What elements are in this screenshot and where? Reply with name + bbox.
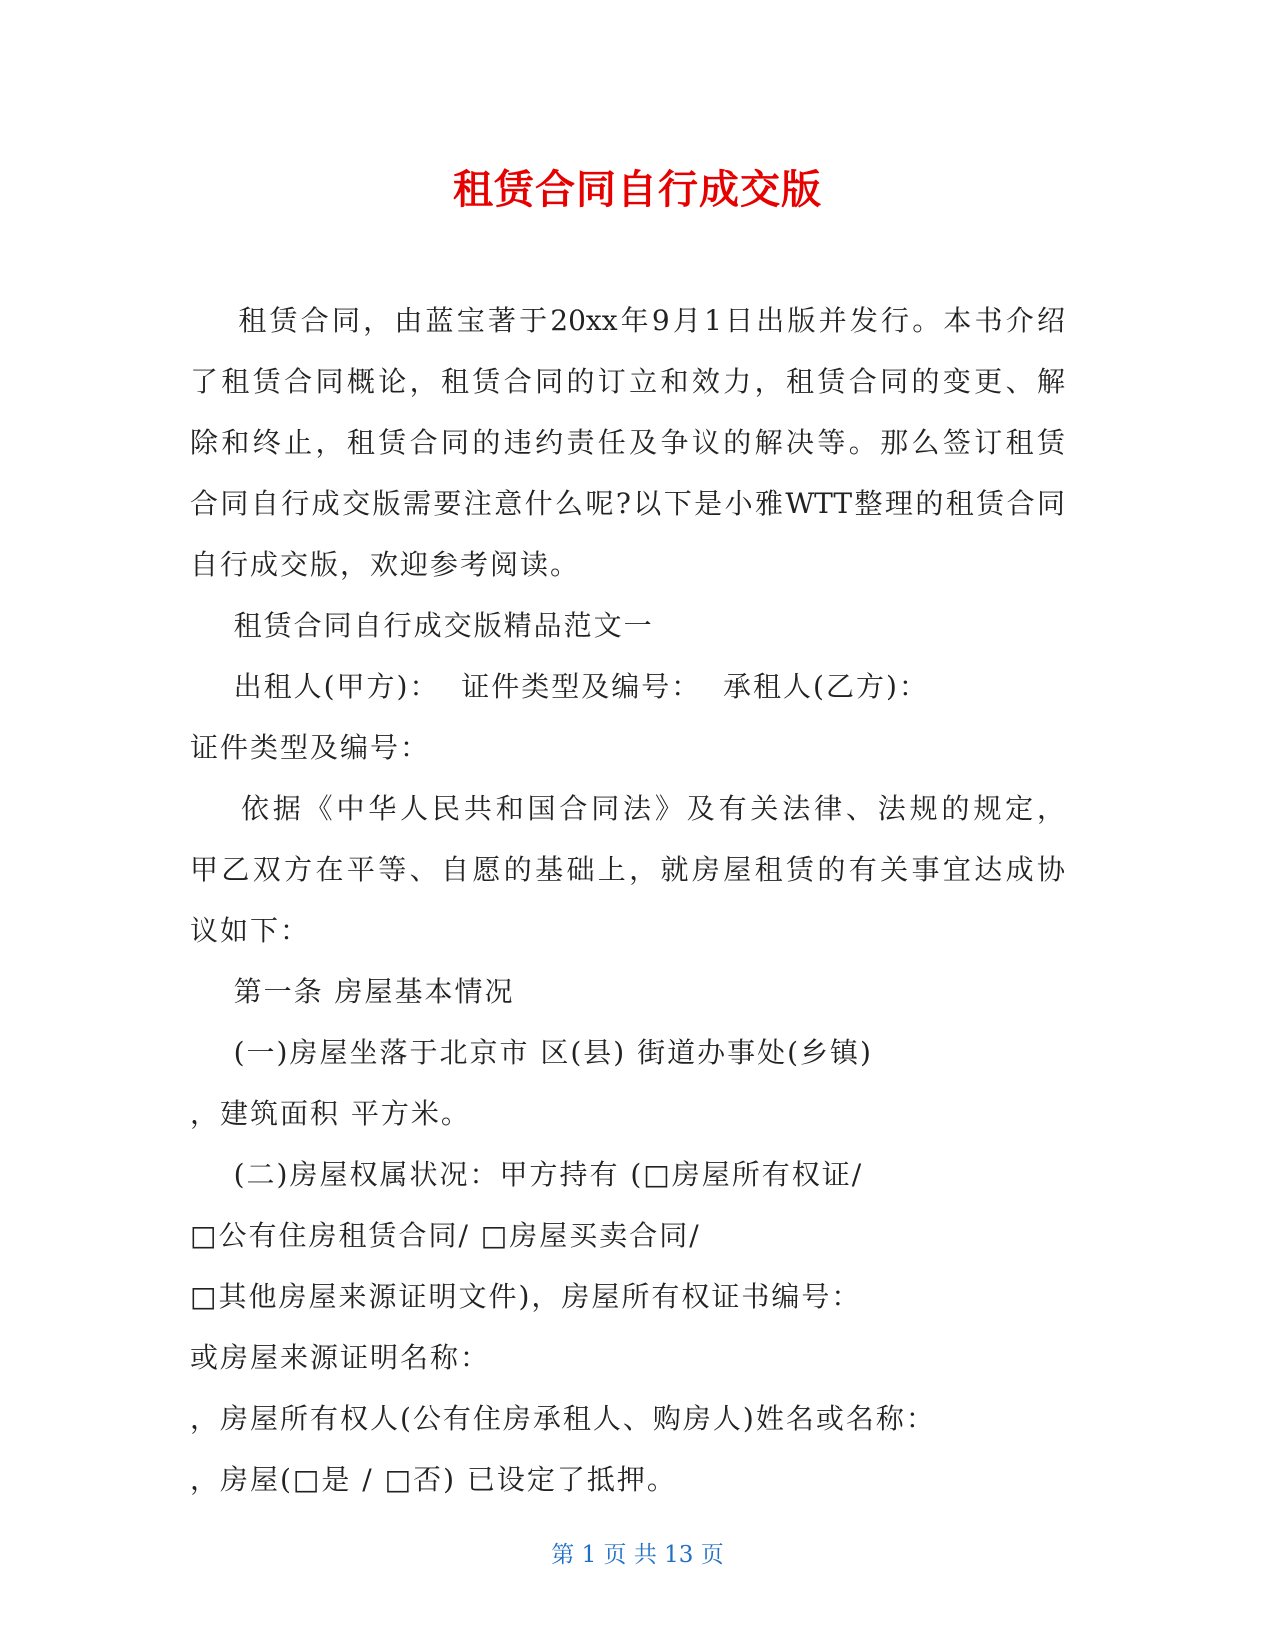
paragraph-line: □公有住房租赁合同/ □房屋买卖合同/: [190, 1219, 701, 1252]
paragraph-line: (二)房屋权属状况：甲方持有 (□房屋所有权证/: [190, 1158, 864, 1191]
paragraph-line: □其他房屋来源证明文件)，房屋所有权证书编号：: [190, 1280, 862, 1313]
paragraph-line: 证件类型及编号：: [190, 731, 431, 764]
paragraph-line: ，建筑面积 平方米。: [190, 1097, 471, 1130]
paragraph-line: 自行成交版，欢迎参考阅读。: [190, 548, 581, 581]
document-title: 租赁合同自行成交版: [453, 167, 822, 213]
paragraph-line: ，房屋(□是 / □否) 已设定了抵押。: [190, 1463, 677, 1496]
paragraph-line: 租赁合同自行成交版精品范文一: [190, 609, 654, 642]
document-body: [190, 290, 1065, 1510]
paragraph-line: 议如下：: [190, 914, 311, 947]
paragraph-line: (一)房屋坐落于北京市 区(县) 街道办事处(乡镇): [190, 1036, 873, 1069]
paragraph-line: 出租人(甲方)： 证件类型及编号： 承租人(乙方)：: [190, 670, 929, 703]
paragraph-line: 合同自行成交版需要注意什么呢?以下是小雅WTT整理的租赁合同: [190, 487, 1065, 520]
paragraph-line: 租赁合同，由蓝宝著于20xx年9月1日出版并发行。本书介绍: [190, 304, 1065, 337]
paragraph-line: 第一条 房屋基本情况: [190, 975, 515, 1008]
paragraph-line: 或房屋来源证明名称：: [190, 1341, 491, 1374]
paragraph-line: 甲乙双方在平等、自愿的基础上，就房屋租赁的有关事宜达成协: [190, 853, 1065, 886]
paragraph-line: 依据《中华人民共和国合同法》及有关法律、法规的规定，: [190, 792, 1065, 825]
page-number-footer: 第 1 页 共 13 页: [551, 1542, 724, 1568]
paragraph-line: ，房屋所有权人(公有住房承租人、购房人)姓名或名称：: [190, 1402, 936, 1435]
paragraph-line: 除和终止，租赁合同的违约责任及争议的解决等。那么签订租赁: [190, 426, 1065, 459]
paragraph-line: 了租赁合同概论，租赁合同的订立和效力，租赁合同的变更、解: [190, 365, 1065, 398]
